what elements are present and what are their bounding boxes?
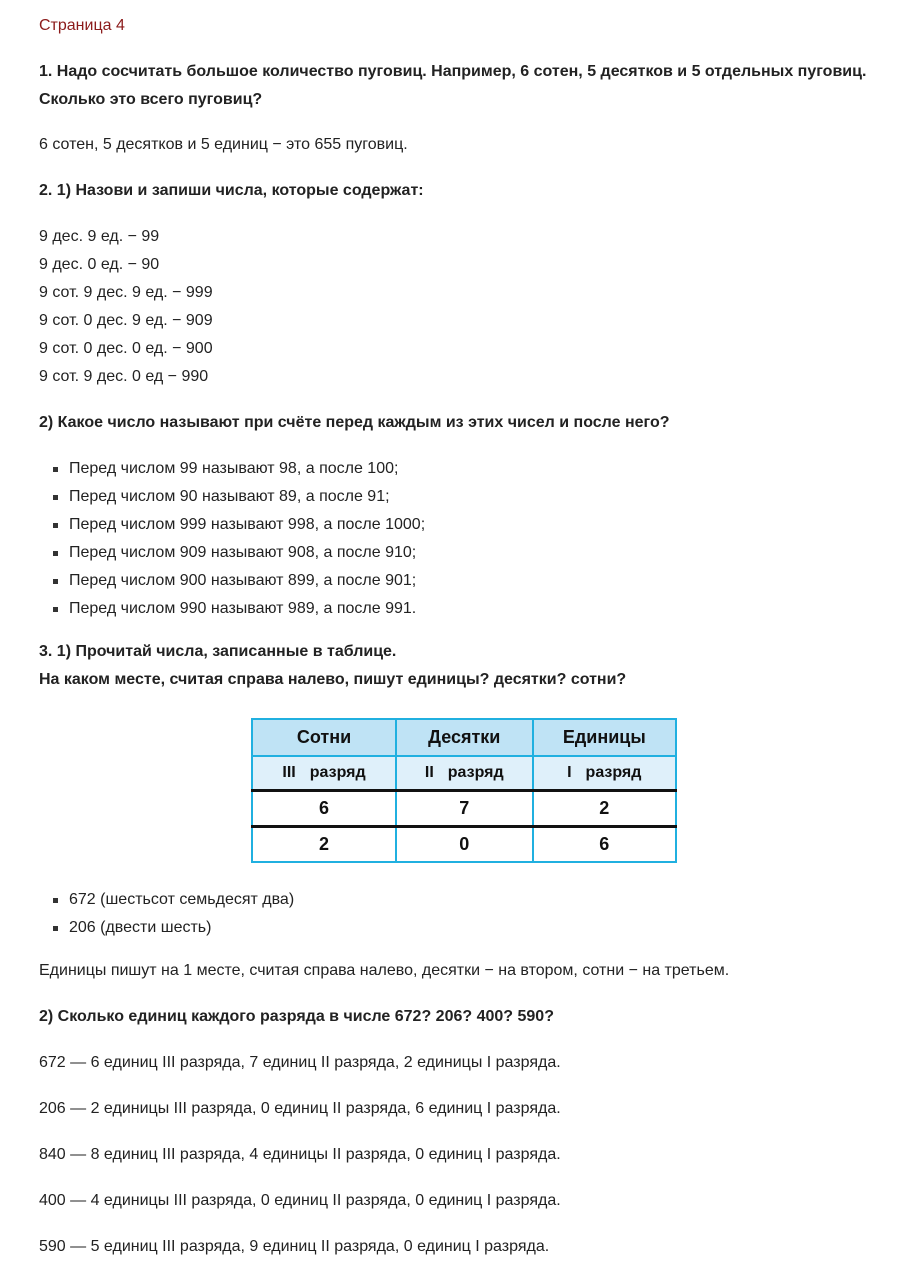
rank-roman: II bbox=[424, 764, 434, 781]
rank-word: разряд bbox=[309, 764, 366, 781]
list-item: 672 (шестьсот семьдесят два) bbox=[39, 886, 294, 914]
task3-part2-answer: 400 — 4 единицы III разряда, 0 единиц II разряда, 0 единиц I разряда. bbox=[39, 1192, 561, 1209]
table-cell: 7 bbox=[396, 791, 533, 827]
task2-part1-lines bbox=[39, 223, 899, 391]
list-item: Перед числом 99 называют 98, а после 100; bbox=[39, 455, 425, 483]
task2-part1-question: 2. 1) Назови и запиши числа, которые содержат: bbox=[39, 182, 424, 199]
table-rank-cell bbox=[252, 756, 396, 791]
number-line: 9 сот. 0 дес. 0 ед. − 900 bbox=[39, 340, 213, 357]
rank-word: разряд bbox=[585, 764, 642, 781]
place-value-table bbox=[251, 718, 677, 862]
page-title: Страница 4 bbox=[39, 17, 125, 34]
number-line: 9 дес. 9 ед. − 99 bbox=[39, 228, 160, 245]
table-cell: 0 bbox=[396, 827, 533, 863]
task3-part2-answer: 840 — 8 единиц III разряда, 4 единицы II разряда, 0 единиц I разряда. bbox=[39, 1146, 561, 1163]
table-cell: 2 bbox=[252, 827, 396, 863]
table-header-tens: Десятки bbox=[396, 719, 533, 756]
rank-roman: I bbox=[567, 764, 572, 781]
list-item: Перед числом 909 называют 908, а после 910; bbox=[39, 539, 425, 567]
number-line: 9 сот. 0 дес. 9 ед. − 909 bbox=[39, 312, 213, 329]
task3-question-line2: На каком месте, считая справа налево, пишут единицы? десятки? сотни? bbox=[39, 671, 627, 688]
task3-question-line1: 3. 1) Прочитай числа, записанные в таблице. bbox=[39, 643, 397, 660]
rank-roman: III bbox=[282, 764, 296, 781]
task3-part2-answer: 206 — 2 единицы III разряда, 0 единиц II разряда, 6 единиц I разряда. bbox=[39, 1100, 561, 1117]
table-cell: 2 bbox=[533, 791, 676, 827]
task3-part2-question: 2) Сколько единиц каждого разряда в числе 672? 206? 400? 590? bbox=[39, 1008, 554, 1025]
table-cell: 6 bbox=[252, 791, 396, 827]
table-header-hundreds: Сотни bbox=[252, 719, 396, 756]
task3-part2-answer: 590 — 5 единиц III разряда, 9 единиц II разряда, 0 единиц I разряда. bbox=[39, 1238, 550, 1255]
number-line: 9 дес. 0 ед. − 90 bbox=[39, 256, 160, 273]
list-item: Перед числом 900 называют 899, а после 901; bbox=[39, 567, 425, 595]
task1-question: 1. Надо сосчитать большое количество пуговиц. Например, 6 сотен, 5 десятков и 5 отдельных пуговиц. Сколько это всего пуговиц? bbox=[39, 63, 867, 108]
table-rank-cell bbox=[533, 756, 676, 791]
table-cell: 6 bbox=[533, 827, 676, 863]
list-item: 206 (двести шесть) bbox=[39, 914, 294, 942]
list-item: Перед числом 90 называют 89, а после 91; bbox=[39, 483, 425, 511]
table-rank-cell bbox=[396, 756, 533, 791]
number-line: 9 сот. 9 дес. 9 ед. − 999 bbox=[39, 284, 213, 301]
list-item: Перед числом 999 называют 998, а после 1000; bbox=[39, 511, 425, 539]
task1-answer: 6 сотен, 5 десятков и 5 единиц − это 655 пуговиц. bbox=[39, 136, 408, 153]
task2-part2-list bbox=[39, 455, 425, 623]
task2-part2-question: 2) Какое число называют при счёте перед каждым из этих чисел и после него? bbox=[39, 414, 670, 431]
task3-readings-list bbox=[39, 886, 294, 942]
number-line: 9 сот. 9 дес. 0 ед − 990 bbox=[39, 368, 209, 385]
table-header-units: Единицы bbox=[533, 719, 676, 756]
list-item: Перед числом 990 называют 989, а после 991. bbox=[39, 595, 425, 623]
rank-word: разряд bbox=[447, 764, 504, 781]
task3-part2-answer: 672 — 6 единиц III разряда, 7 единиц II разряда, 2 единицы I разряда. bbox=[39, 1054, 561, 1071]
task3-answer1: Единицы пишут на 1 месте, считая справа налево, десятки − на втором, сотни − на третьем. bbox=[39, 962, 730, 979]
